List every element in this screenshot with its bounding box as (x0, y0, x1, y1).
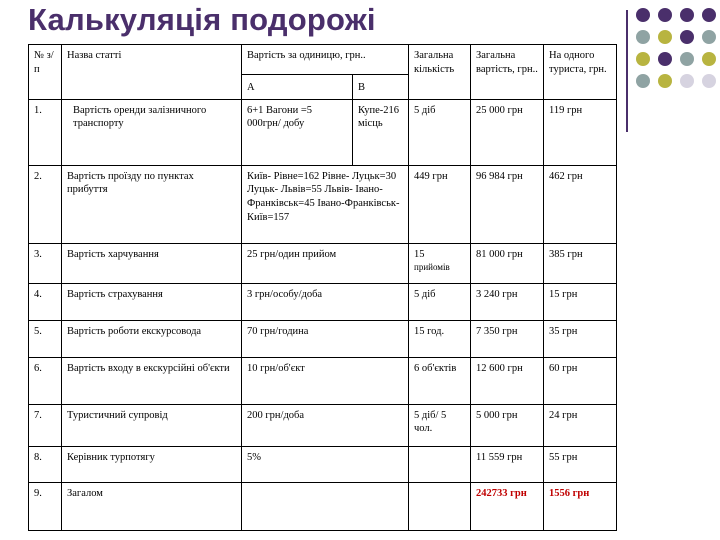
table-row (29, 320, 617, 357)
header-sub-a: А (242, 75, 353, 100)
row-cost-a: 25 грн/один прийом (242, 243, 409, 283)
header-total-qty: Загальна кількість (409, 45, 471, 100)
row-per-tourist: 35 грн (544, 320, 617, 357)
row-qty: 15 год. (409, 320, 471, 357)
dot (636, 8, 650, 22)
row-num: 3. (29, 243, 62, 283)
table-row (29, 99, 617, 165)
trip-cost-table (28, 44, 617, 531)
table-row (29, 404, 617, 446)
dot (658, 8, 672, 22)
row-name: Вартість оренди залізничного транспорту (62, 99, 242, 165)
row-total: 12 600 грн (471, 357, 544, 404)
table-row-total (29, 482, 617, 530)
dot (680, 74, 694, 88)
row-num: 5. (29, 320, 62, 357)
row-total: 3 240 грн (471, 283, 544, 320)
header-total-cost: Загальна вартість, грн.. (471, 45, 544, 100)
row-cost-a: 3 грн/особу/доба (242, 283, 409, 320)
row-cost-a: 5% (242, 446, 409, 482)
table-row (29, 243, 617, 283)
row-name: Вартість харчування (62, 243, 242, 283)
decorative-divider (626, 10, 628, 132)
row-cost-a: 200 грн/доба (242, 404, 409, 446)
row-per-tourist: 24 грн (544, 404, 617, 446)
row-qty (409, 446, 471, 482)
dot (658, 30, 672, 44)
header-per-tourist: На одного туриста, грн. (544, 45, 617, 100)
dot (658, 52, 672, 66)
dot (680, 30, 694, 44)
decorative-dots (636, 8, 720, 108)
row-name: Вартість проїзду по пунктах прибуття (62, 165, 242, 243)
dot (658, 74, 672, 88)
page-title: Калькуляція подорожі (28, 2, 376, 37)
dot (636, 74, 650, 88)
row-name (62, 357, 242, 404)
row-name: Вартість страхування (62, 283, 242, 320)
table-row (29, 357, 617, 404)
row-cost-a: 10 грн/об'єкт (242, 357, 409, 404)
row-name: Загалом (62, 482, 242, 530)
dot (636, 52, 650, 66)
dot (680, 8, 694, 22)
row-cost-a: 6+1 Вагони =5 000грн/ добу (242, 99, 353, 165)
row-per-tourist: 462 грн (544, 165, 617, 243)
row-per-tourist: 60 грн (544, 357, 617, 404)
dot (702, 30, 716, 44)
row-name: Керівник турпотягу (62, 446, 242, 482)
table-row (29, 165, 617, 243)
row-total: 96 984 грн (471, 165, 544, 243)
row-cost-a: Київ- Рівне=162 Рівне- Луцьк=30 Луцьк- Львів=55 Львів- Івано-Франківськ=45 Івано-Франківськ- Київ=157 (242, 165, 409, 243)
row-total: 7 350 грн (471, 320, 544, 357)
row-qty-unit: прийомів (414, 262, 450, 273)
grand-total-per-tourist: 1556 грн (544, 482, 617, 530)
row-total: 11 559 грн (471, 446, 544, 482)
row-total: 81 000 грн (471, 243, 544, 283)
row-total: 25 000 грн (471, 99, 544, 165)
header-num: № з/п (29, 45, 62, 100)
row-num: 6. (29, 357, 62, 404)
row-cost-a: 70 грн/година (242, 320, 409, 357)
row-qty (409, 482, 471, 530)
row-num: 2. (29, 165, 62, 243)
dot (702, 52, 716, 66)
header-name: Назва статті (62, 45, 242, 100)
row-num: 9. (29, 482, 62, 530)
row-num: 1. (29, 99, 62, 165)
dot (680, 52, 694, 66)
row-per-tourist: 385 грн (544, 243, 617, 283)
row-num: 7. (29, 404, 62, 446)
row-name: Вартість роботи екскурсовода (62, 320, 242, 357)
row-qty: 5 діб (409, 99, 471, 165)
dot (636, 30, 650, 44)
row-name: Туристичний супровід (62, 404, 242, 446)
row-cost-a (242, 482, 409, 530)
row-qty: 6 об'єктів (409, 357, 471, 404)
row-cost-b: Купе-216 місць (353, 99, 409, 165)
row-qty (409, 243, 471, 283)
header-unit-cost: Вартість за одиницю, грн.. (242, 45, 409, 75)
dot (702, 8, 716, 22)
row-per-tourist: 55 грн (544, 446, 617, 482)
row-per-tourist: 119 грн (544, 99, 617, 165)
row-num: 4. (29, 283, 62, 320)
header-sub-b: В (353, 75, 409, 100)
row-name-text: Вартість входу в екскурсійні об'єкти (67, 362, 230, 374)
dot (702, 74, 716, 88)
table-row (29, 446, 617, 482)
row-per-tourist: 15 грн (544, 283, 617, 320)
row-total: 5 000 грн (471, 404, 544, 446)
row-qty: 5 діб (409, 283, 471, 320)
row-qty-value: 15 (414, 248, 425, 260)
table-row (29, 283, 617, 320)
grand-total: 242733 грн (471, 482, 544, 530)
row-qty: 5 діб/ 5 чол. (409, 404, 471, 446)
row-qty: 449 грн (409, 165, 471, 243)
row-num: 8. (29, 446, 62, 482)
